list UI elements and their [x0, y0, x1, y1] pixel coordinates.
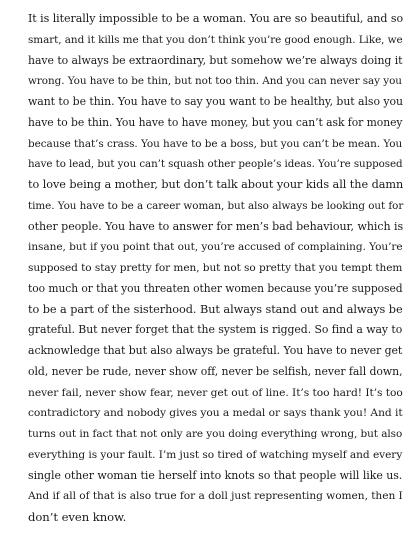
text-line: time. You have to be a career woman, but also always be looking out for [28, 199, 404, 212]
text-line: It is literally impossible to be a woman. You are so beautiful, and so [28, 12, 404, 25]
text-line: turns out in fact that not only are you doing everything wrong, but also [28, 428, 403, 440]
text-line: smart, and it kills me that you don’t think you’re good enough. Like, we [28, 33, 403, 46]
text-line: grateful. But never forget that the system is rigged. So find a way to [28, 323, 403, 337]
text-line: insane, but if you point that out, you’re accused of complaining. You’re [28, 241, 403, 254]
quote-paragraph [28, 9, 405, 528]
text-line: And if all of that is also true for a doll just representing women, then I [28, 489, 403, 503]
text-line: supposed to stay pretty for men, but not so pretty that you tempt them [28, 262, 403, 274]
text-line: have to always be extraordinary, but somehow we’re always doing it [28, 53, 403, 67]
text-line: have to be thin. You have to have money, but you can’t ask for money [28, 115, 403, 129]
text-line: wrong. You have to be thin, but not too thin. And you can never say you [28, 75, 402, 88]
text-line: everything is your fault. I’m just so tired of watching myself and every [28, 448, 403, 461]
text-line: because that’s crass. You have to be a boss, but you can’t be mean. You [28, 137, 403, 150]
text-line: have to lead, but you can’t squash other people’s ideas. You’re supposed [28, 158, 403, 171]
text-line: other people. You have to answer for men’s bad behaviour, which is [28, 219, 404, 233]
text-line: never fail, never show fear, never get out of line. It’s too hard! It’s too [28, 385, 403, 399]
text-line: old, never be rude, never show off, never be selfish, never fall down, [28, 364, 403, 378]
text-line: to love being a mother, but don’t talk about your kids all the damn [28, 178, 404, 191]
text-line: want to be thin. You have to say you want to be healthy, but also you [28, 95, 403, 108]
text-line: single other woman tie herself into knots so that people will like us. [28, 468, 403, 482]
text-line: don’t even know. [28, 510, 127, 524]
text-line: to be a part of the sisterhood. But always stand out and always be [28, 302, 403, 316]
text-line: contradictory and nobody gives you a medal or says thank you! And it [28, 406, 403, 420]
text-line: too much or that you threaten other women because you’re supposed [28, 281, 403, 295]
text-line: acknowledge that but also always be grateful. You have to never get [28, 344, 403, 357]
